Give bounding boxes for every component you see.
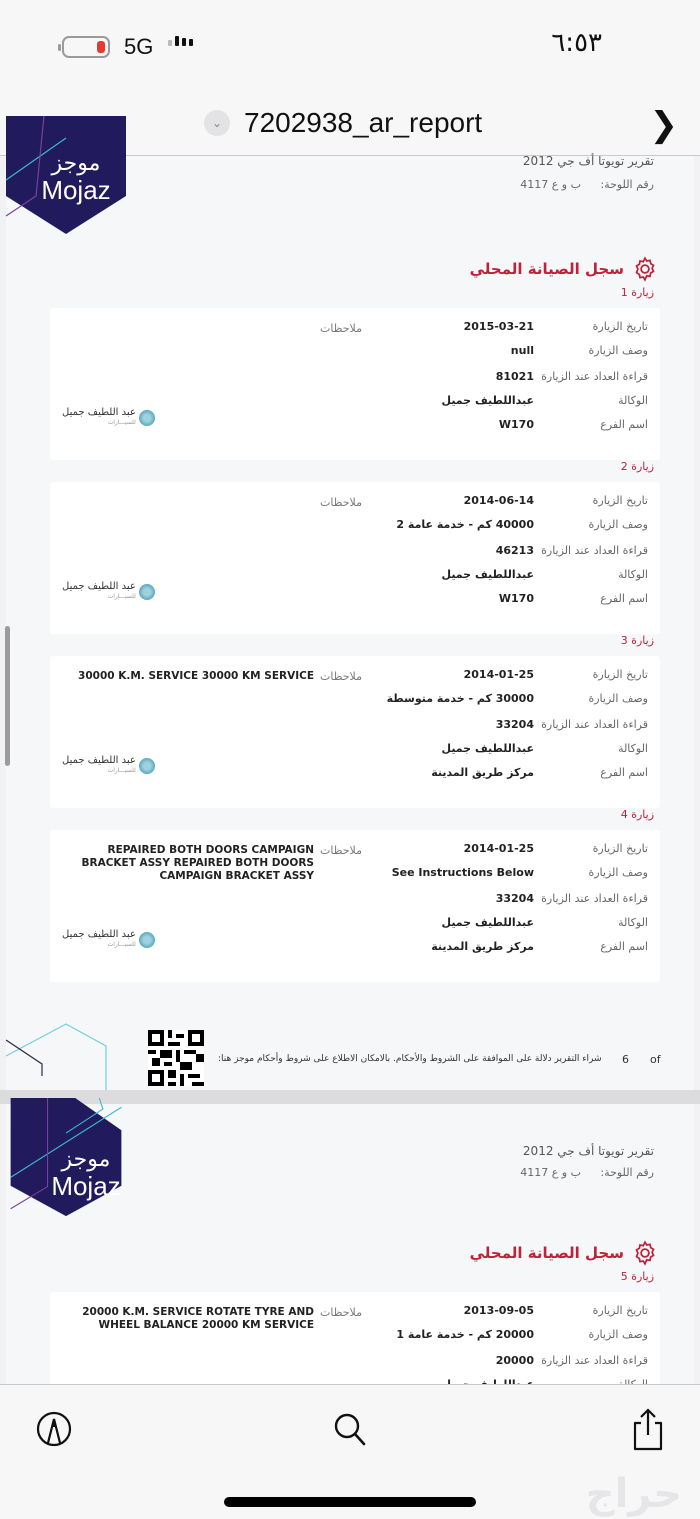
visit-date: 2013-09-05 (463, 1304, 534, 1317)
logo-english: Mojaz (41, 175, 111, 205)
report-page-6 (6, 151, 694, 1090)
visit-odometer: 33204 (495, 718, 534, 731)
plate-number: رقم اللوحة: ب و ع 4117 (520, 178, 654, 191)
visit-agency: عبداللطيف جميل (441, 568, 534, 581)
search-icon[interactable] (328, 1407, 372, 1451)
visit-card: تاريخ الزيارة 2014-01-25 ملاحظات 30000 K.M. SERVICE 30000 KM SERVICE وصف الزيارة 30000 كم - خدمة متوسطة قراءة العداد عند الزيارة 33204 الوكالة عبداللطيف جميل اسم الفرع مركز طريق المدينة عبد اللطيف جميل للسيـــارات (50, 656, 660, 808)
visit-branch: مركز طريق المدينة (431, 940, 534, 953)
dealer-logo: عبد اللطيف جميل للسيـــارات (62, 408, 155, 428)
visit-odometer: 20000 (495, 1354, 534, 1367)
visit-date: 2014-06-14 (463, 494, 534, 507)
visit-label: زيارة 2 (620, 460, 654, 473)
section-title: سجل الصيانة المحلي (469, 260, 624, 278)
terms-text: شراء التقرير دلالة على الموافقة على الشروط والأحكام. بالامكان الاطلاع على شروط وأحكام موجز هنا: (218, 1054, 602, 1064)
visit-notes: 30000 K.M. SERVICE 30000 KM SERVICE (78, 670, 314, 682)
decorative-hexagon (6, 1016, 116, 1096)
visit-card: تاريخ الزيارة 2014-06-14 ملاحظات وصف الزيارة 40000 كم - خدمة عامة 2 قراءة العداد عند الزيارة 46213 الوكالة عبداللطيف جميل اسم الفرع W170 عبد اللطيف جميل للسيـــارات (50, 482, 660, 634)
dealer-logo-icon (139, 584, 155, 600)
visit-card: تاريخ الزيارة 2015-03-21 ملاحظات وصف الزيارة null قراءة العداد عند الزيارة 81021 الوكالة عبداللطيف جميل اسم الفرع W170 عبد اللطيف جميل للسيـــارات (50, 308, 660, 460)
plate-number: رقم اللوحة: ب و ع 4117 (520, 1166, 654, 1179)
page-number: 6 (622, 1053, 629, 1066)
document-title[interactable]: 7202938_ar_report (244, 107, 483, 138)
chevron-right-icon[interactable]: ❯ (649, 105, 678, 145)
visit-desc: 30000 كم - خدمة متوسطة (386, 692, 534, 705)
scrollbar[interactable] (5, 626, 10, 766)
visit-branch: مركز طريق المدينة (431, 766, 534, 779)
section-header (470, 1240, 658, 1266)
visit-odometer: 46213 (495, 544, 534, 557)
home-indicator[interactable] (224, 1497, 476, 1507)
logo-arabic: موجز (61, 1147, 111, 1172)
report-page-7 (6, 1104, 694, 1384)
bottom-toolbar (0, 1384, 700, 1519)
dealer-logo: عبد اللطيف جميل للسيـــارات (62, 582, 155, 602)
visit-date: 2015-03-21 (463, 320, 534, 333)
visit-notes: REPAIRED BOTH DOORS CAMPAIGN BRACKET ASSY REPAIRED BOTH DOORS CAMPAIGN BRACKET ASSY (81, 844, 314, 882)
visit-date: 2014-01-25 (463, 842, 534, 855)
section-header (470, 256, 658, 282)
visit-agency: عبداللطيف جميل (441, 394, 534, 407)
visit-agency: عبداللطيف جميل (441, 916, 534, 929)
markup-pen-icon[interactable] (32, 1407, 76, 1451)
dealer-logo: عبد اللطيف جميل للسيـــارات (62, 756, 155, 776)
status-bar (0, 0, 700, 95)
visit-label: زيارة 4 (620, 808, 654, 821)
report-title: تقرير تويوتا أف جي 2012 (522, 1144, 654, 1158)
watermark: حراج (585, 1471, 682, 1517)
report-title: تقرير تويوتا أف جي 2012 (522, 154, 654, 168)
visit-branch: W170 (498, 418, 534, 431)
visit-date: 2014-01-25 (463, 668, 534, 681)
visit-odometer: 81021 (495, 370, 534, 383)
battery-icon (62, 36, 110, 58)
visit-desc: 40000 كم - خدمة عامة 2 (396, 518, 534, 531)
chevron-down-icon[interactable]: ⌄ (204, 110, 230, 136)
page-of-label: of (650, 1053, 661, 1066)
dealer-logo-icon (139, 410, 155, 426)
share-icon[interactable] (626, 1407, 670, 1451)
signal-icon (168, 36, 193, 46)
visit-card: تاريخ الزيارة 2013-09-05 ملاحظات 20000 K.M. SERVICE ROTATE TYRE AND WHEEL BALANCE 20000 KM SERVICE وصف الزيارة 20000 كم - خدمة عامة 1 قراءة العداد عند الزيارة 20000 (50, 1292, 660, 1444)
visit-desc: null (510, 344, 534, 357)
visit-notes: 20000 K.M. SERVICE ROTATE TYRE AND WHEEL BALANCE 20000 KM SERVICE (82, 1306, 314, 1331)
section-title: سجل الصيانة المحلي (469, 1244, 624, 1262)
visit-label: زيارة 3 (620, 634, 654, 647)
visit-odometer: 33204 (495, 892, 534, 905)
logo-english: Mojaz (51, 1171, 121, 1201)
dealer-logo: عبد اللطيف جميل للسيـــارات (62, 930, 155, 950)
clock: ٦:٥٣ (551, 28, 602, 58)
visit-desc: See Instructions Below (391, 866, 534, 879)
network-type: 5G (124, 34, 154, 59)
logo-arabic: موجز (51, 151, 101, 176)
visit-agency: عبداللطيف جميل (441, 742, 534, 755)
gear-icon (632, 256, 658, 282)
dealer-logo-icon (139, 758, 155, 774)
gear-icon (632, 1240, 658, 1266)
visit-label: زيارة 5 (620, 1270, 654, 1283)
visit-card: تاريخ الزيارة 2014-01-25 ملاحظات REPAIRED BOTH DOORS CAMPAIGN BRACKET ASSY REPAIRED BOTH DOORS CAMPAIGN BRACKET ASSY وصف الزيارة See Instructions Below قراءة العداد عند الزيارة 33204 الوكالة عبداللطيف جميل اسم الفرع مركز طريق المدينة عبد اللطيف جميل للسيـــارات (50, 830, 660, 982)
visit-desc: 20000 كم - خدمة عامة 1 (396, 1328, 534, 1341)
qr-code[interactable] (148, 1030, 204, 1086)
visit-branch: W170 (498, 592, 534, 605)
visit-label: زيارة 1 (620, 286, 654, 299)
dealer-logo-icon (139, 932, 155, 948)
